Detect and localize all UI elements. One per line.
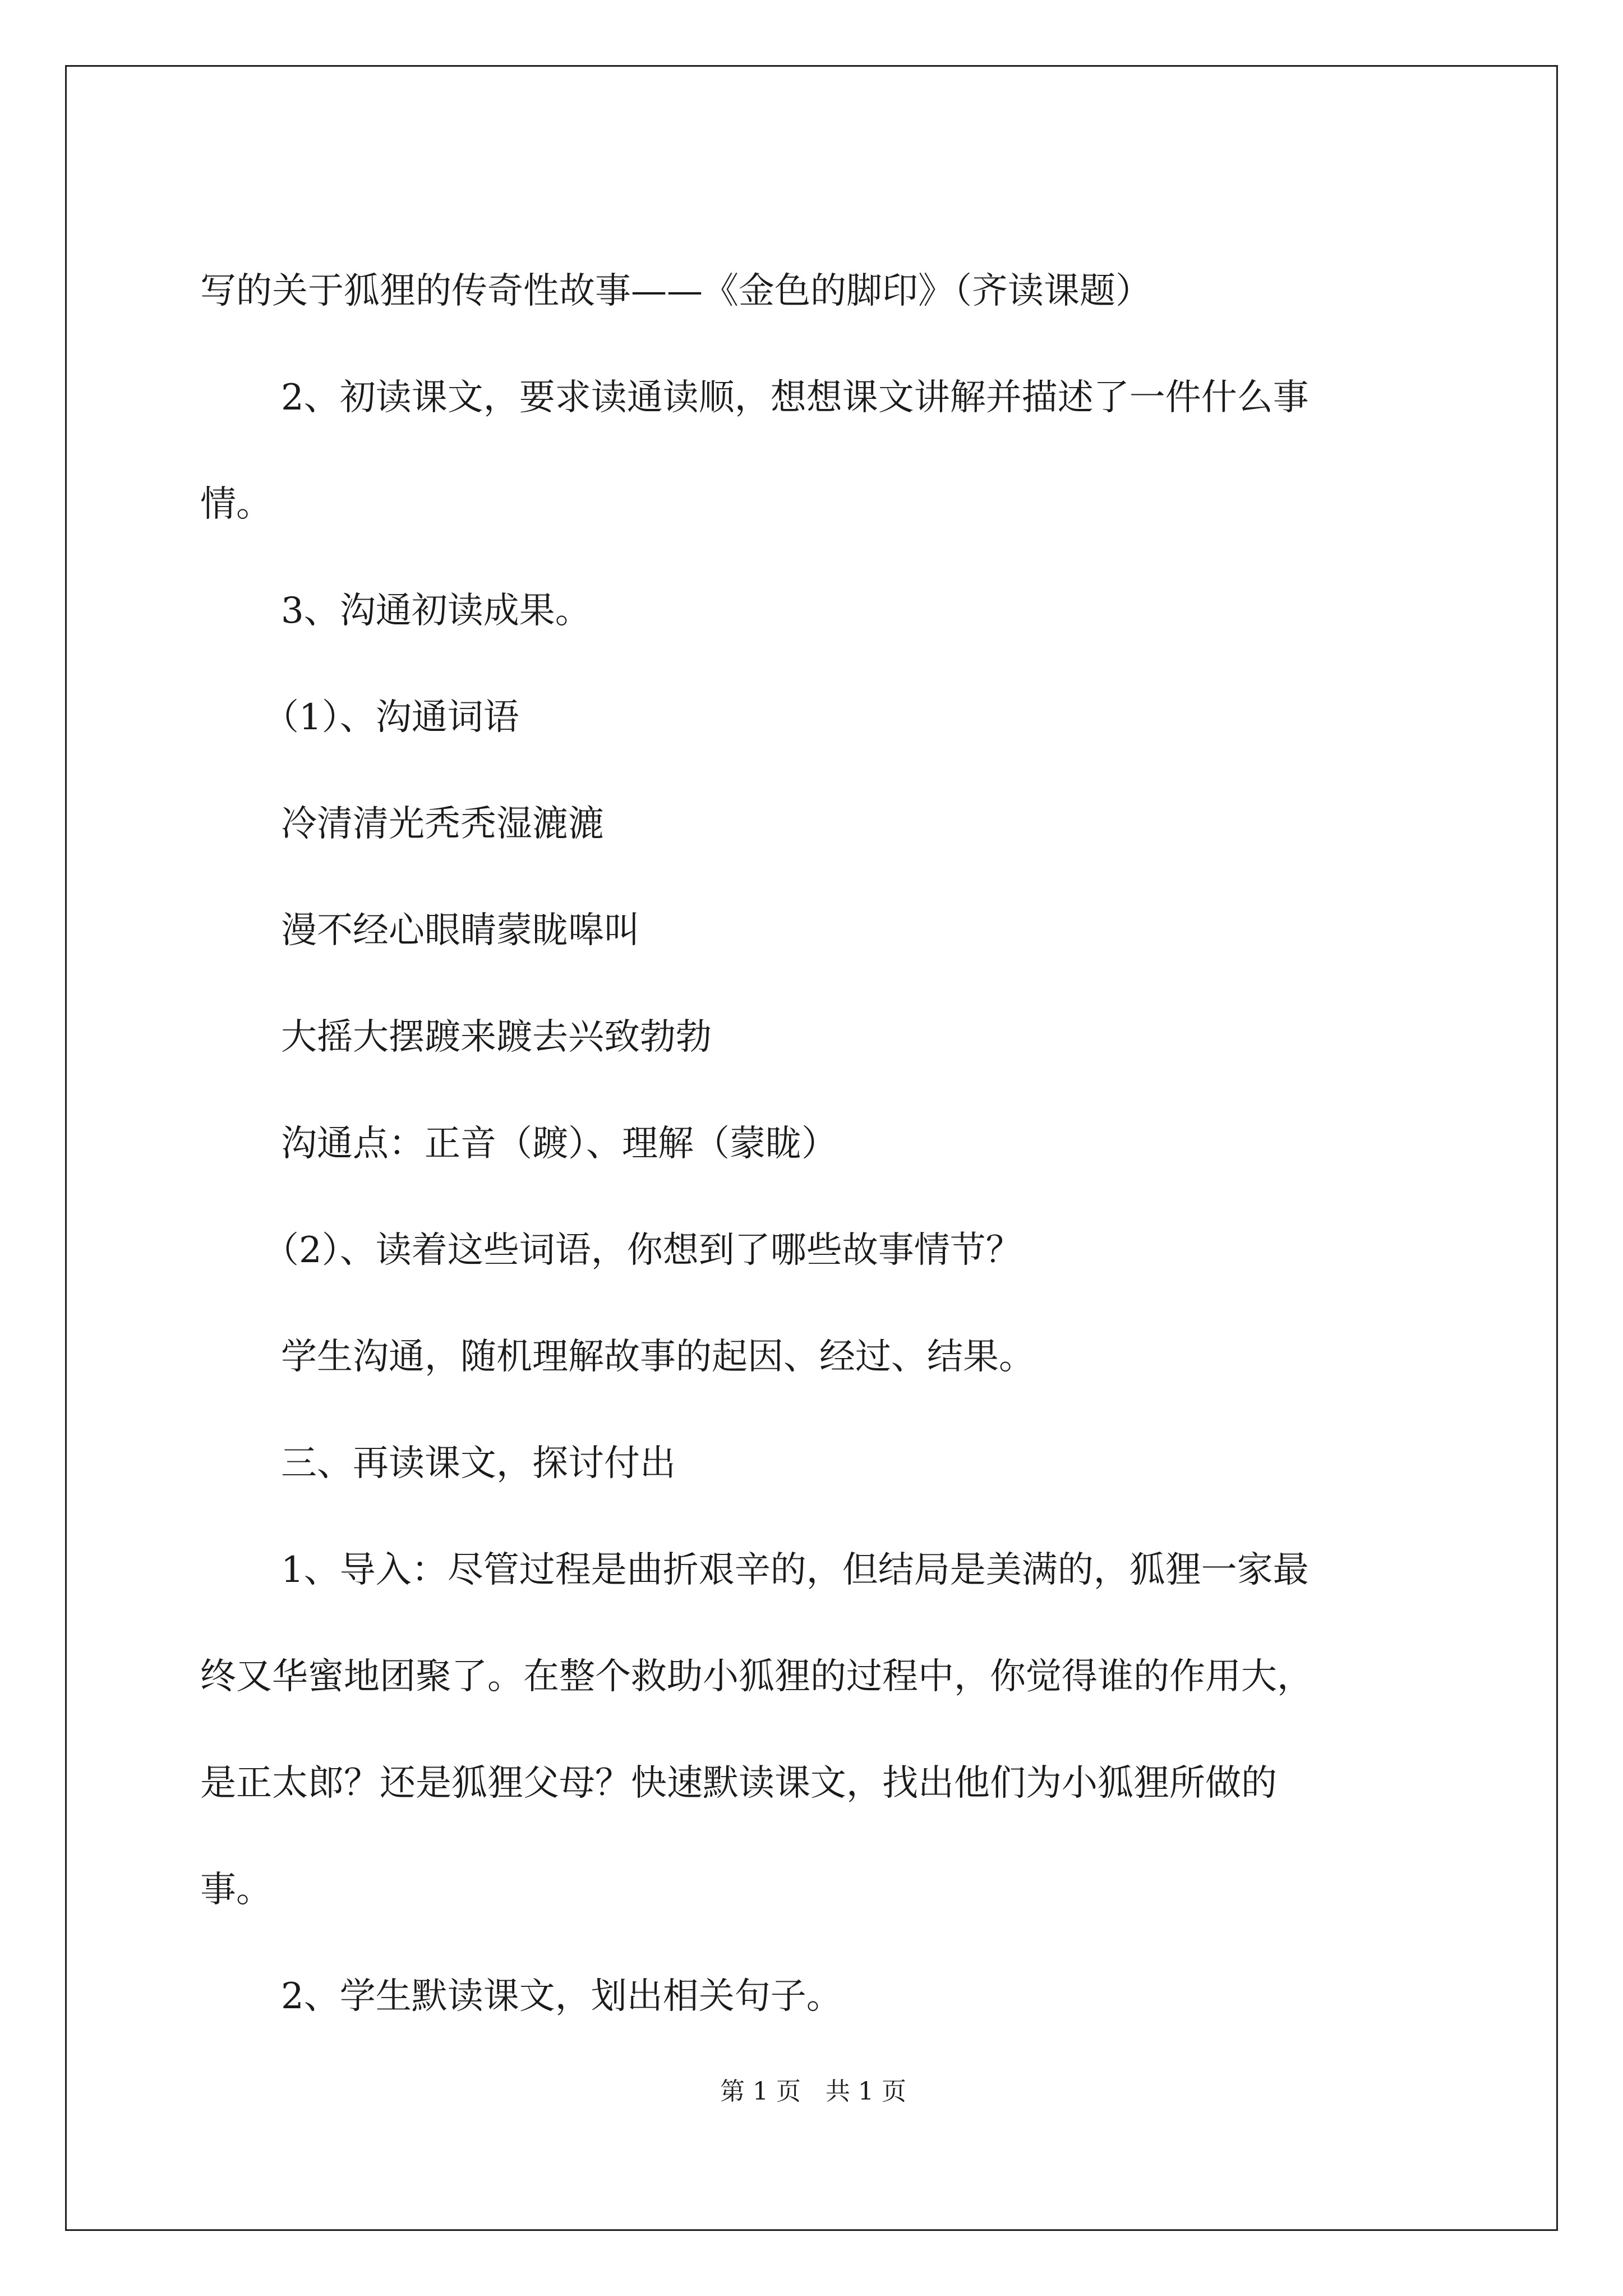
text-line: 冷清清光秃秃湿漉漉 <box>281 803 604 845</box>
text-line: 情。 <box>200 484 272 525</box>
text-line: 3、沟通初读成果。 <box>281 590 591 632</box>
text-line: 终又华蜜地团聚了。在整个救助小狐狸的过程中，你觉得谁的作用大， <box>200 1656 1313 1697</box>
page-frame <box>65 65 1558 2231</box>
text-line: （2）、读着这些词语，你想到了哪些故事情节？ <box>263 1230 1022 1271</box>
text-line: 大摇大摆踱来踱去兴致勃勃 <box>281 1016 712 1058</box>
text-line: 沟通点：正音（踱）、理解（蒙眬） <box>281 1123 837 1165</box>
text-line: 1、导入：尽管过程是曲折艰辛的，但结局是美满的，狐狸一家最 <box>281 1549 1309 1591</box>
text-line: 漫不经心眼睛蒙眬嗥叫 <box>281 910 640 951</box>
text-line: 2、学生默读课文，划出相关句子。 <box>281 1976 842 2017</box>
text-line: 写的关于狐狸的传奇性故事——《金色的脚印》（齐读课题） <box>200 270 1151 312</box>
text-line: 事。 <box>200 1869 272 1911</box>
text-line: 2、初读课文，要求读通读顺，想想课文讲解并描述了一件什么事 <box>281 377 1309 418</box>
text-line: 学生沟通，随机理解故事的起因、经过、结果。 <box>281 1336 1035 1378</box>
text-line: 三、再读课文，探讨付出 <box>281 1443 676 1484</box>
page-footer: 第 1 页 共 1 页 <box>720 2077 906 2106</box>
text-line: 是正太郎？还是狐狸父母？快速默读课文，找出他们为小狐狸所做的 <box>200 1763 1277 1804</box>
text-line: （1）、沟通词语 <box>263 697 519 738</box>
